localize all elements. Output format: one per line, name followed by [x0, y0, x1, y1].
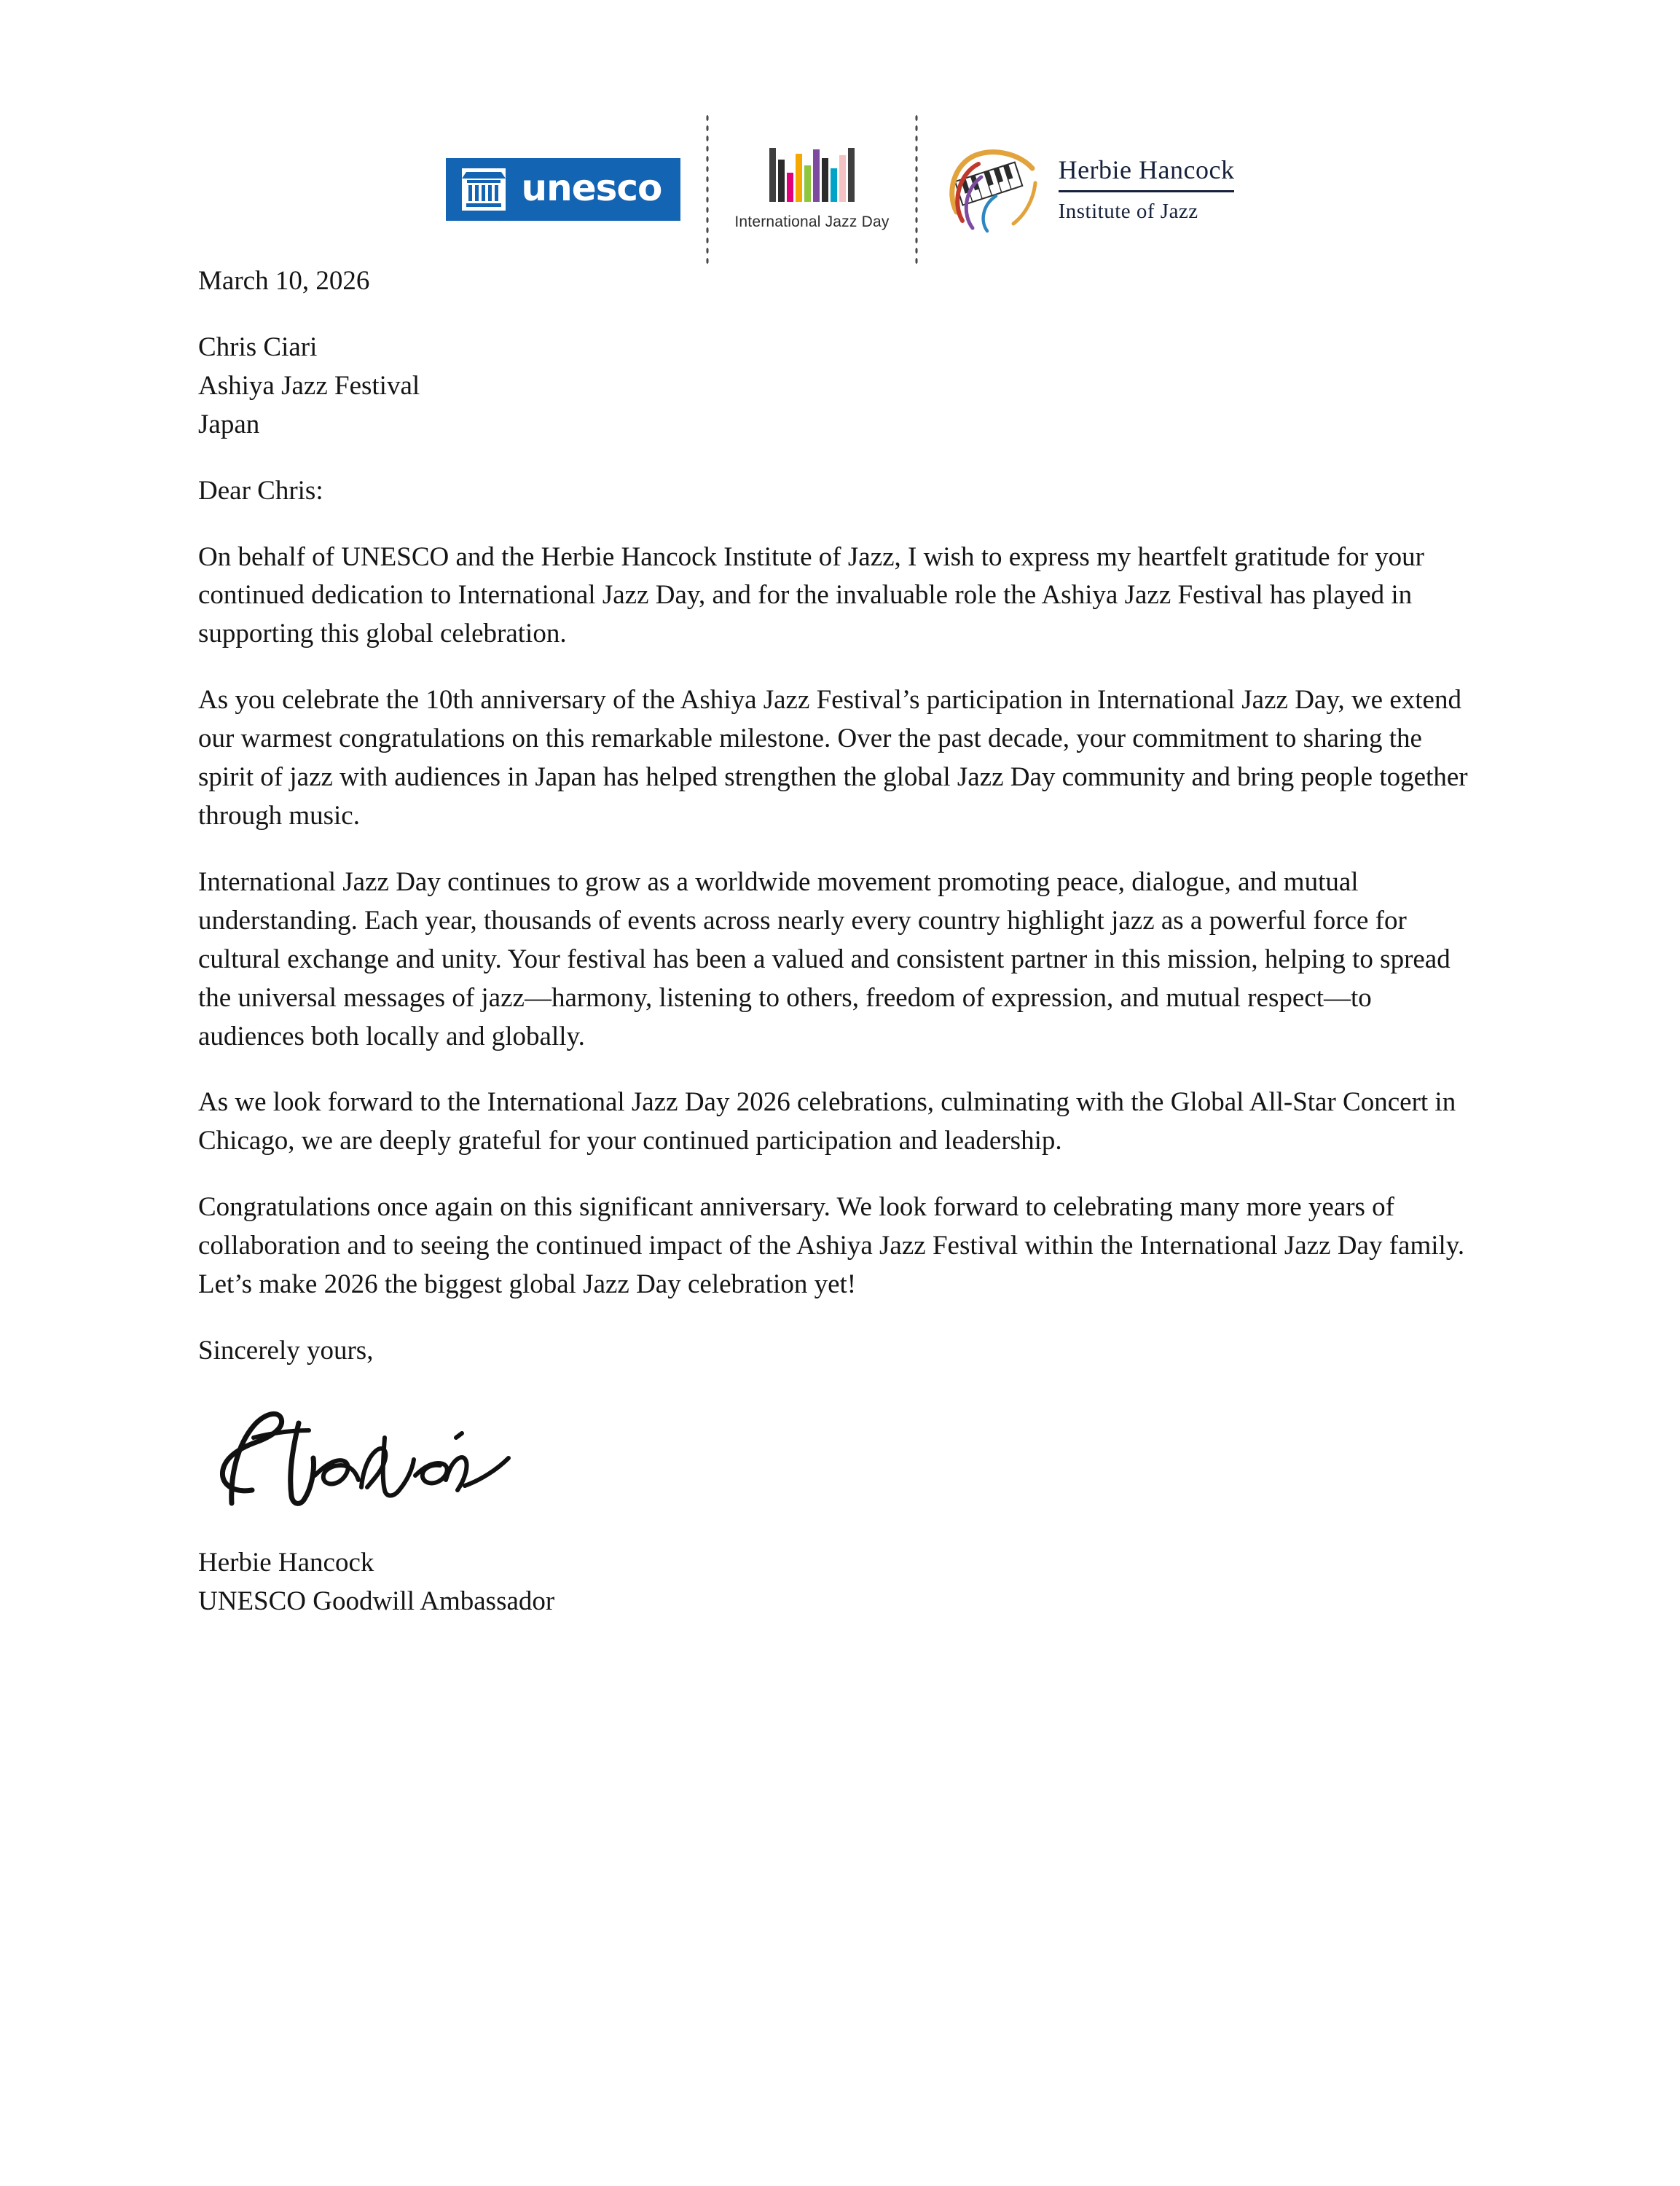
unesco-logo [446, 158, 681, 221]
paragraph-1: On behalf of UNESCO and the Herbie Hancock Institute of Jazz, I wish to express my heartfelt gratitude for your continued dedication to International Jazz Day, and for the invaluable role the Ashiya Jazz Festival has played in supporting this global celebration. [198, 541, 1424, 649]
piano-keys-swirl-icon [943, 142, 1045, 237]
signer-name: Herbie Hancock [198, 1547, 374, 1578]
closing: Sincerely yours, [198, 1335, 374, 1366]
recipient-address [198, 329, 1480, 444]
jazz-day-caption: International Jazz Day [734, 213, 890, 230]
letter-date: March 10, 2026 [198, 266, 370, 296]
signature [198, 1398, 1480, 1537]
letterhead [0, 109, 1680, 270]
herbie-hancock-institute-logo [943, 142, 1235, 237]
letter-body [198, 262, 1480, 1649]
unesco-wordmark: unesco [521, 167, 662, 209]
paragraph-3: International Jazz Day continues to grow as a worldwide movement promoting peace, dialogue, and mutual understanding. Each year, thousands of events across nearly every country highlight jazz as a powerful force for cultural exchange and unity. Your festival has been a valued and consistent partner in this mission, helping to spread the universal messages of jazz—harmony, listening to others, freedom of expression, and mutual respect—to audiences both locally and globally. [198, 866, 1451, 1051]
signer-block [198, 1544, 1480, 1621]
international-jazz-day-logo [734, 148, 889, 231]
divider-dotted-right [914, 113, 919, 266]
recipient-name: Chris Ciari [198, 332, 318, 362]
recipient-country: Japan [198, 409, 260, 439]
paragraph-2: As you celebrate the 10th anniversary of the Ashiya Jazz Festival’s participation in International Jazz Day, we extend our warmest congratulations on this remarkable milestone. Over the past decade, your commitment to sharing the spirit of jazz with audiences in Japan has helped strengthen the global Jazz Day community and bring people together through music. [198, 685, 1468, 831]
jazz-day-bars-icon [769, 148, 855, 202]
signer-title: UNESCO Goodwill Ambassador [198, 1586, 555, 1616]
paragraph-4: As we look forward to the International Jazz Day 2026 celebrations, culminating with the Global All-Star Concert in Chicago, we are deeply grateful for your continued participation and leadership. [198, 1087, 1456, 1156]
institute-rule [1059, 190, 1235, 192]
salutation: Dear Chris: [198, 475, 323, 506]
unesco-temple-icon [462, 168, 506, 211]
institute-name: Herbie Hancock [1058, 155, 1235, 185]
recipient-organization: Ashiya Jazz Festival [198, 370, 420, 401]
paragraph-5: Congratulations once again on this significant anniversary. We look forward to celebrating many more years of collaboration and to seeing the continued impact of the Ashiya Jazz Festival within the International Jazz Day family. Let’s make 2026 the biggest global Jazz Day celebration yet! [198, 1192, 1465, 1300]
institute-subtitle: Institute of Jazz [1058, 199, 1198, 223]
divider-dotted-left [705, 113, 710, 266]
